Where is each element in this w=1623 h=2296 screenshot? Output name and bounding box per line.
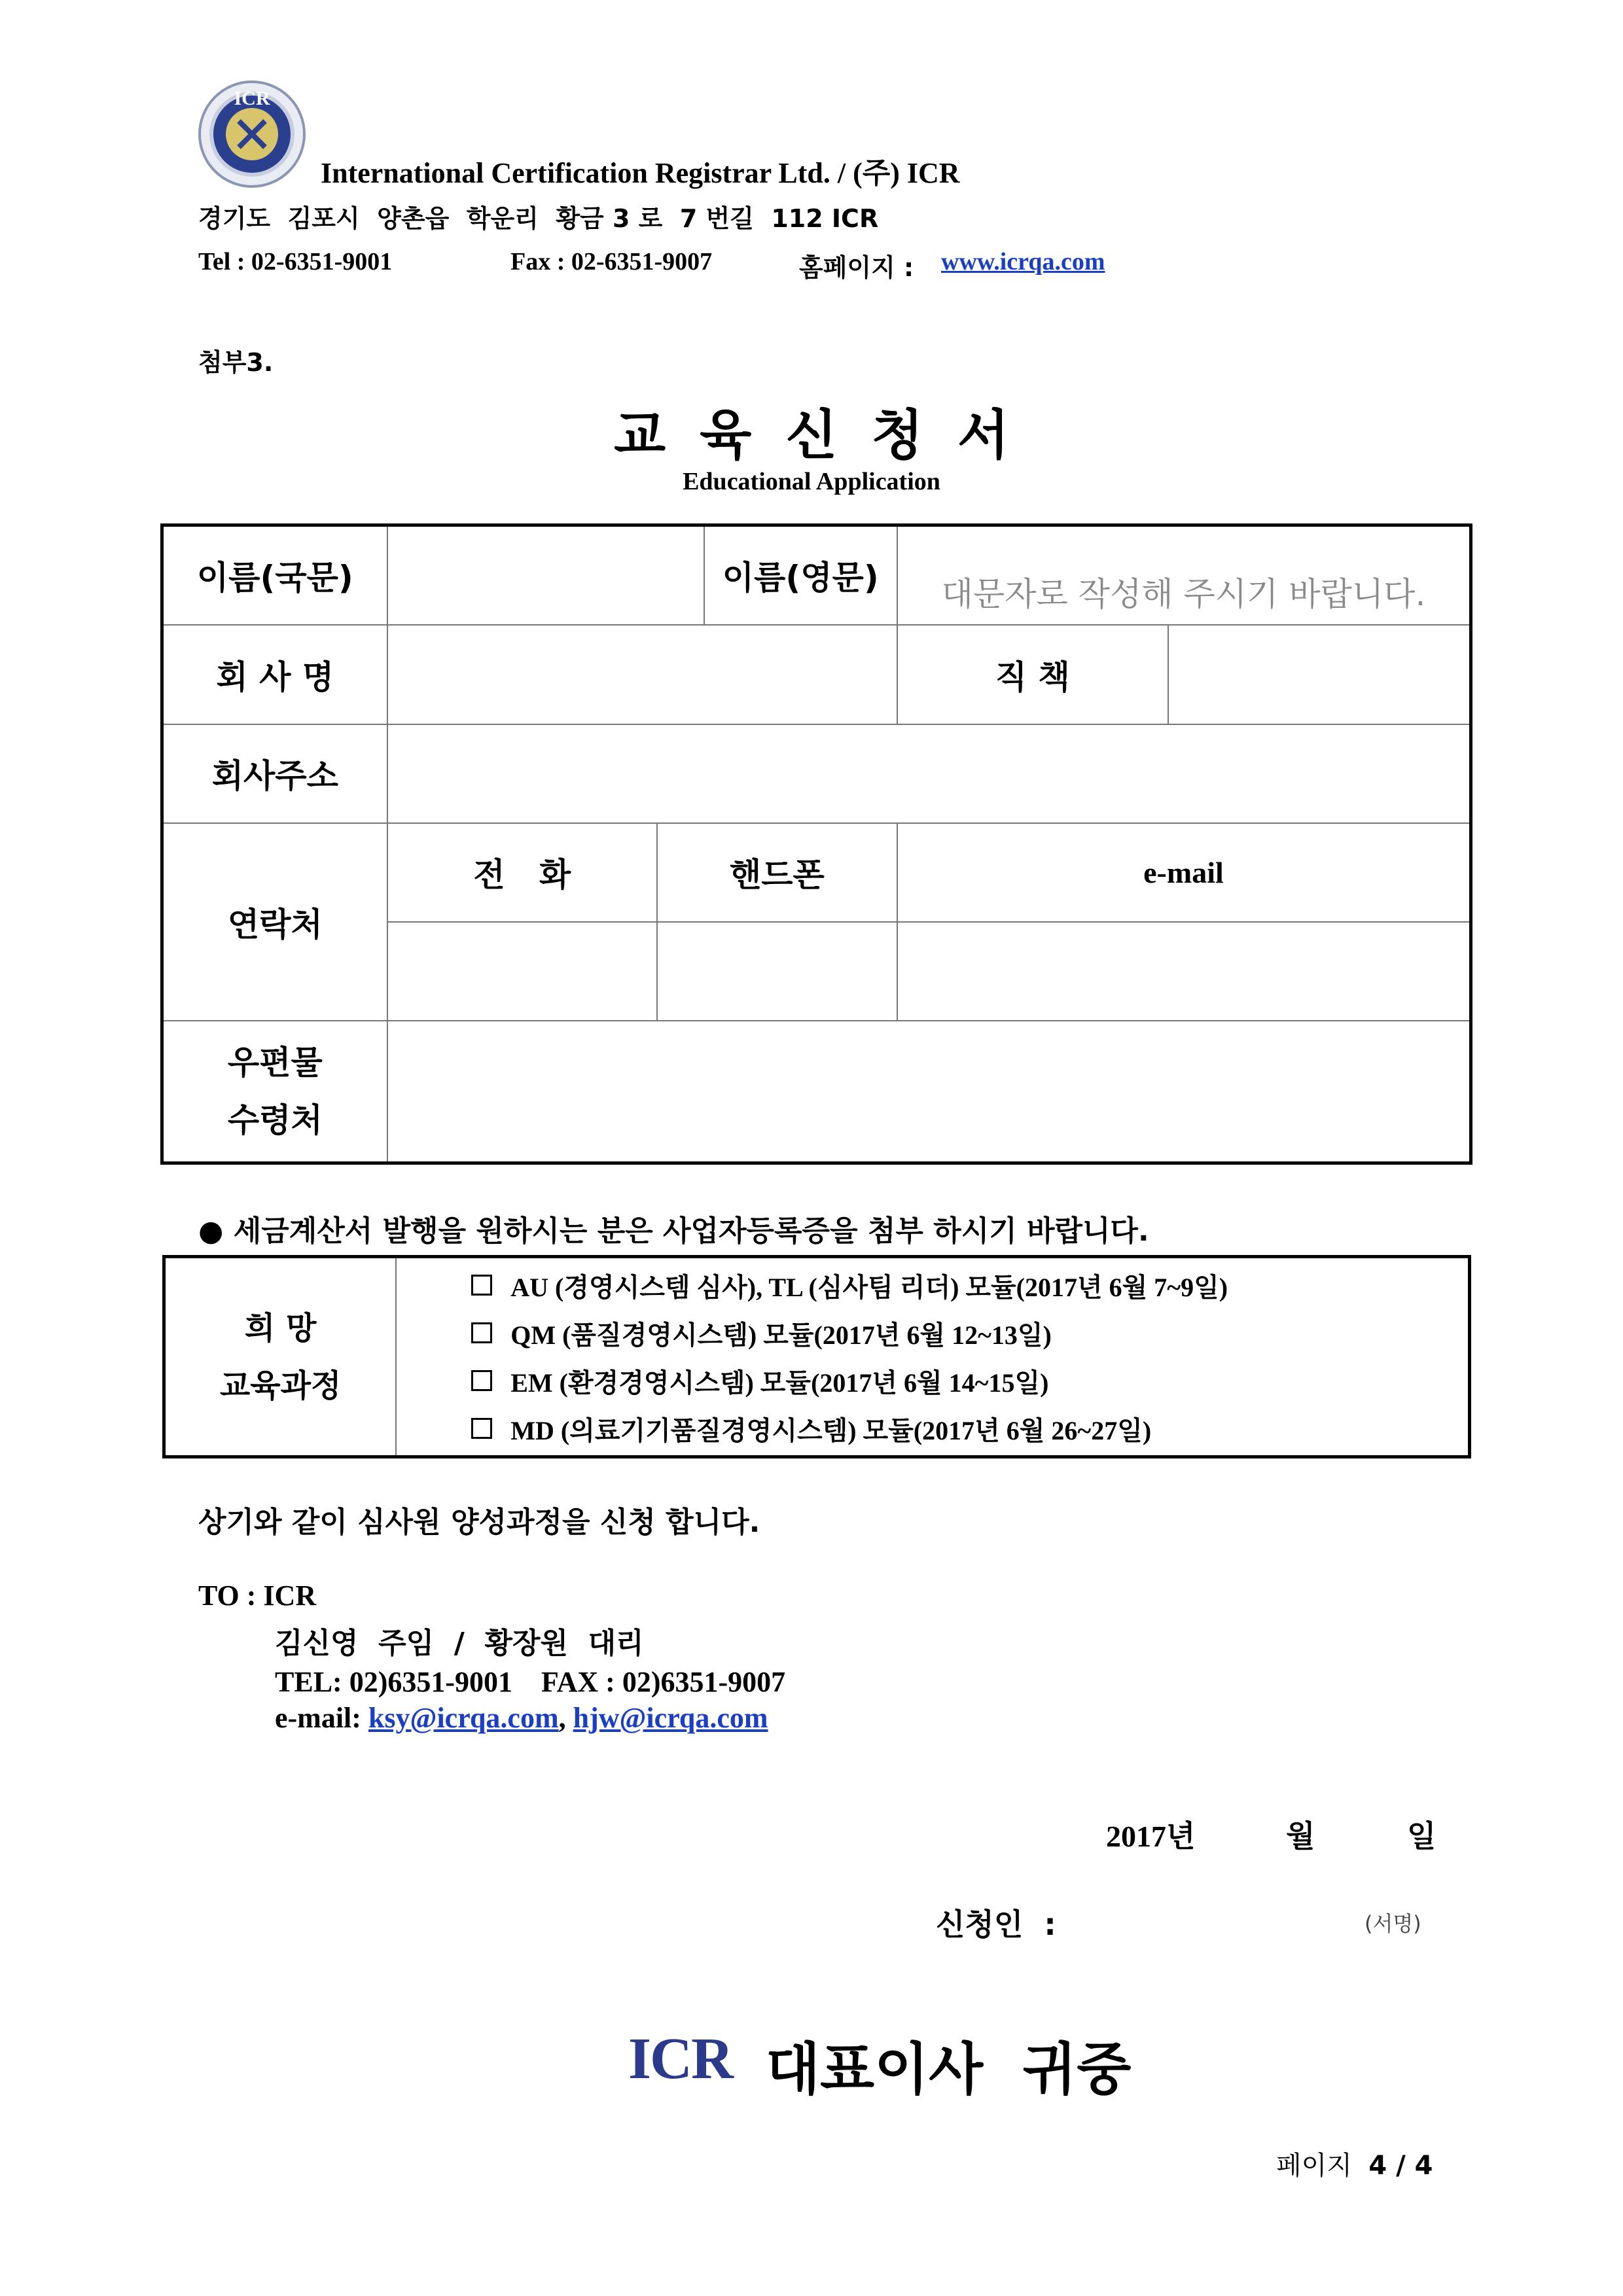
page-separator: / xyxy=(1387,2151,1415,2181)
applicant-label: 신청인 : xyxy=(936,1907,1056,1942)
position-field[interactable] xyxy=(1168,625,1471,724)
mail-recipient-label xyxy=(162,1021,387,1163)
logo-text: ICR xyxy=(234,88,270,109)
name-en-label: 이름(영문) xyxy=(704,525,897,625)
course-label-line-1: 희 망 xyxy=(244,1309,317,1347)
page-number xyxy=(1276,2145,1433,2182)
homepage-label: 홈페이지 : xyxy=(799,253,914,282)
course-options xyxy=(396,1257,1469,1457)
course-label-line-2: 교육과정 xyxy=(219,1367,342,1404)
page-label: 페이지 xyxy=(1276,2151,1369,2181)
mobile-field[interactable] xyxy=(657,922,897,1021)
declaration-text: 상기와 같이 심사원 양성과정을 신청 합니다. xyxy=(198,1506,760,1539)
email-link-hjw[interactable]: hjw@icrqa.com xyxy=(573,1702,768,1734)
email-label: e-mail xyxy=(897,823,1471,922)
mail-label-line-1: 우편물 xyxy=(227,1043,323,1082)
date-day: 일 xyxy=(1407,1818,1436,1854)
application-form xyxy=(160,523,1472,1165)
name-kr-field[interactable] xyxy=(387,525,704,625)
email-label: e-mail: xyxy=(275,1702,368,1734)
course-option-label: EM (환경경영시스템) 모듈(2017년 6월 14~15일) xyxy=(510,1368,1049,1398)
course-option-label: QM (품질경영시스템) 모듈(2017년 6월 12~13일) xyxy=(510,1320,1052,1350)
checkbox[interactable] xyxy=(471,1418,492,1439)
page-total: 4 xyxy=(1414,2151,1433,2181)
page-current: 4 xyxy=(1368,2151,1387,2181)
page-subtitle: Educational Application xyxy=(683,468,940,495)
company-field[interactable] xyxy=(387,625,897,724)
contact-label: 연락처 xyxy=(162,823,387,1021)
email-separator: , xyxy=(558,1702,573,1734)
course-option-label: MD (의료기기품질경영시스템) 모듈(2017년 6월 26~27일) xyxy=(510,1415,1152,1445)
footer-icr-logo: ICR xyxy=(628,2026,733,2091)
course-selection xyxy=(162,1255,1471,1458)
position-label: 직 책 xyxy=(897,625,1168,724)
attachment-label: 첨부3. xyxy=(198,348,274,377)
course-option-au-tl[interactable] xyxy=(467,1262,1468,1309)
email-field[interactable] xyxy=(897,922,1471,1021)
name-kr-label: 이름(국문) xyxy=(162,525,387,625)
address-field[interactable] xyxy=(387,724,1471,823)
mobile-label: 핸드폰 xyxy=(657,823,897,922)
icr-logo xyxy=(196,79,308,190)
email-line xyxy=(275,1701,768,1735)
page-title: 교육신청서 xyxy=(613,404,1044,467)
tel-text: Tel : 02-6351-9001 xyxy=(198,248,393,275)
phone-field[interactable] xyxy=(387,922,657,1021)
course-label xyxy=(164,1257,397,1457)
phone-label: 전 화 xyxy=(387,823,657,922)
homepage-link[interactable]: www.icrqa.com xyxy=(941,248,1105,275)
course-option-qm[interactable] xyxy=(467,1309,1468,1357)
checkbox[interactable] xyxy=(471,1370,492,1391)
address-label: 회사주소 xyxy=(162,724,387,823)
course-option-em[interactable] xyxy=(467,1357,1468,1405)
fax-text: Fax : 02-6351-9007 xyxy=(510,248,713,275)
company-label: 회 사 명 xyxy=(162,625,387,724)
company-address: 경기도 김포시 양촌읍 학운리 황금 3 로 7 번길 112 ICR xyxy=(198,204,879,233)
mail-label-line-2: 수령처 xyxy=(227,1101,323,1139)
company-name: International Certification Registrar Ltd. / (주) ICR xyxy=(321,157,960,189)
staff-names: 김신영 주임 / 황장원 대리 xyxy=(275,1627,644,1660)
course-option-label: AU (경영시스템 심사), TL (심사팀 리더) 모듈(2017년 6월 7~9일) xyxy=(510,1272,1228,1302)
name-en-note: 대문자로 작성해 주시기 바랍니다. xyxy=(941,574,1426,613)
date-month: 월 xyxy=(1286,1818,1315,1854)
to-line: TO : ICR xyxy=(198,1580,317,1612)
date-year: 2017년 xyxy=(1106,1820,1196,1853)
checkbox[interactable] xyxy=(471,1322,492,1343)
email-link-ksy[interactable]: ksy@icrqa.com xyxy=(368,1702,559,1734)
tax-invoice-notice: ● 세금계산서 발행을 원하시는 분은 사업자등록증을 첨부 하시기 바랍니다. xyxy=(198,1214,1149,1248)
course-option-md[interactable] xyxy=(467,1405,1468,1453)
mail-recipient-field[interactable] xyxy=(387,1021,1471,1163)
name-en-field[interactable] xyxy=(897,525,1471,625)
signature-mark: (서명) xyxy=(1364,1911,1421,1936)
footer-recipient: 대표이사 귀중 xyxy=(746,2037,1132,2102)
tel-fax-line: TEL: 02)6351-9001 FAX : 02)6351-9007 xyxy=(275,1666,786,1698)
checkbox[interactable] xyxy=(471,1275,492,1296)
